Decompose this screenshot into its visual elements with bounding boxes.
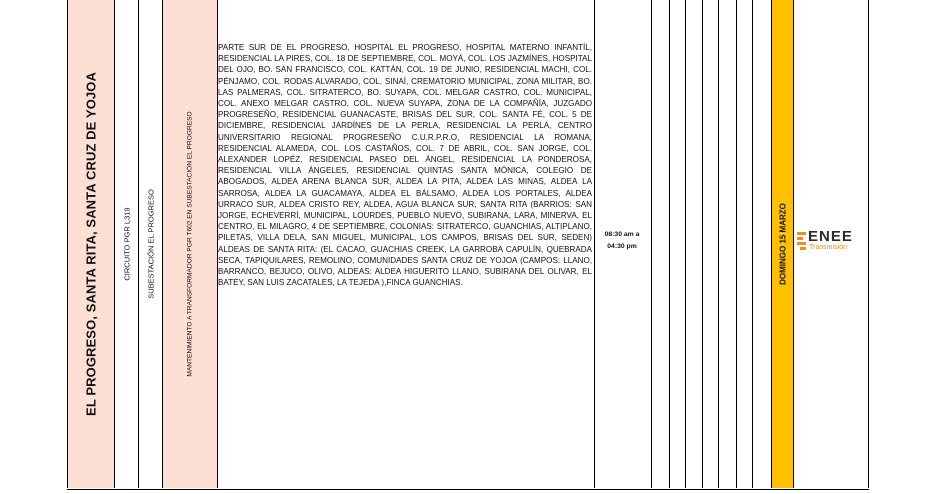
schedule-hours [596,229,648,253]
logo-name: ENEE [808,228,853,245]
empty-cell [702,0,718,488]
enee-logo-icon [797,232,806,250]
zone-cell [67,0,114,488]
affected-areas-text: PARTE SUR DE EL PROGRESO, HOSPITAL EL PROGRESO, HOSPITAL MATERNO INFANTÍL, RESIDENCIAL LA PIRES, COL. 18 DE SEPTIEMBRE, COL. MOYÁ, COL. LOS JAZMÍNES, HOSPITAL DEL OJO, BO. SAN FRANCISCO, COL. KATTÁN, COL. 19 DE JUNIO, RESIDENCIAL MACHI, COL. PÉNJAMO, COL. RODAS ALVARADO, COL. SINAÍ, CREMATORIO MUNICIPAL, ZONA MILITAR, BO. LAS PALMERAS, COL. SITRATERCO, BO. SUYAPA, COL. MELGAR CASTRO, COL. MUNICIPAL, COL. ANEXO MELGAR CASTRO, COL. NUEVA SUYAPA, ZONA DE LA COMPAÑÍA, JUZGADO PROGRESEÑO, RESIDENCIAL GUANACASTE, BRISAS DEL SUR, COL. SANTA FÉ, COL. 5 DE DICIEMBRE, RESIDENCIAL JARDÍNES DE LA PERLA, RESIDENCIAL LA PERLA, CENTRO UNIVERSITARIO REGIONAL PROGRESEÑO C.U.R.P.R.O, RESIDENCIAL LA ROMANA, RESIDENCIAL ALAMEDA, COL. LOS CASTAÑOS, COL. 7 DE ABRIL, COL. SAN JORGE, COL. ALEXANDER LOPÉZ, RESIDENCIAL PASEO DEL ÁNGEL, RESIDENCIAL LA PONDEROSA, RESIDENCIAL VILLA ÁNGELES, RESIDENCIAL QUINTAS SANTA MÓNICA, COLEGIO DE ABOGADOS, ALDEA ARENA BLANCA SUR, ALDEA LA PITA, ALDEA LAS MINAS, ALDEA LA SARROSA, ALDEA LA GUACAMAYA, ALDEA EL BÁLSAMO, ALDEA LOS PORTALES, ALDEA URRACO SUR, ALDEA CRISTO REY, ALDEA, AGUA BLANCA SUR, SANTA RITA (BARRIOS: SAN JORGE, ECHEVERRÍ, MUNICIPAL, LOURDES, PUEBLO NUEVO, SUBIRANA, LARA, MINERVA, EL CENTRO, EL MILAGRO, 4 DE SEPTIEMBRE, COLONIAS: SITRATERCO, GUANCHIAS, ALTIPLANO, PILETAS, VILLA DELA, SAN MIGUEL, MUNICIPAL, LOS CAMPOS, BRISAS DEL SUR, SEDEN) ALDEAS DE SANTA RITA: (EL CACAO, GUACHIAS CREEK, LA GARROBA CAPULÍN, QUEBRADA SECA, TAPIQUILARES, REMOLINO, COMUNIDADES SANTA CRUZ DE YOJOA (CAMPOS: LLANO, BARRANCO, BEJUCO, OLIVO, ALDEAS: ALDEA HIGUERITO LLANO, SUBIRANA DEL OLIVAR, EL BATEY, SAN LUIS ZACATALES, LA TEJEDA ),FINCA GUANCHIAS. [218,43,592,288]
time-start: 08:30 am a [604,231,640,238]
empty-cell [651,0,669,488]
day-cell [771,0,793,488]
empty-cell [718,0,736,488]
work-cell [162,0,217,488]
circuit-cell [114,0,138,488]
circuit-label: CIRCUITO PGR L319 [122,207,131,281]
substation-cell [138,0,162,488]
empty-cell [669,0,685,488]
empty-cell [752,0,771,488]
substation-label: SUBESTACIÓN EL PROGRESO [146,189,155,299]
day-label: DOMINGO 15 MARZO [778,203,787,285]
work-label: MANTENIMIENTO A TRANSFORMADOR PGR T602 EN SUBESTACIÓN EL PROGRESO [186,111,194,377]
enee-logo [797,229,865,253]
logo-subtitle: Transmisión [809,244,847,251]
zone-label: EL PROGRESO, SANTA RITA, SANTA CRUZ DE YOJOA [83,72,99,416]
empty-cell [736,0,752,488]
time-end: 04:30 pm [607,243,637,250]
empty-cell [685,0,702,488]
